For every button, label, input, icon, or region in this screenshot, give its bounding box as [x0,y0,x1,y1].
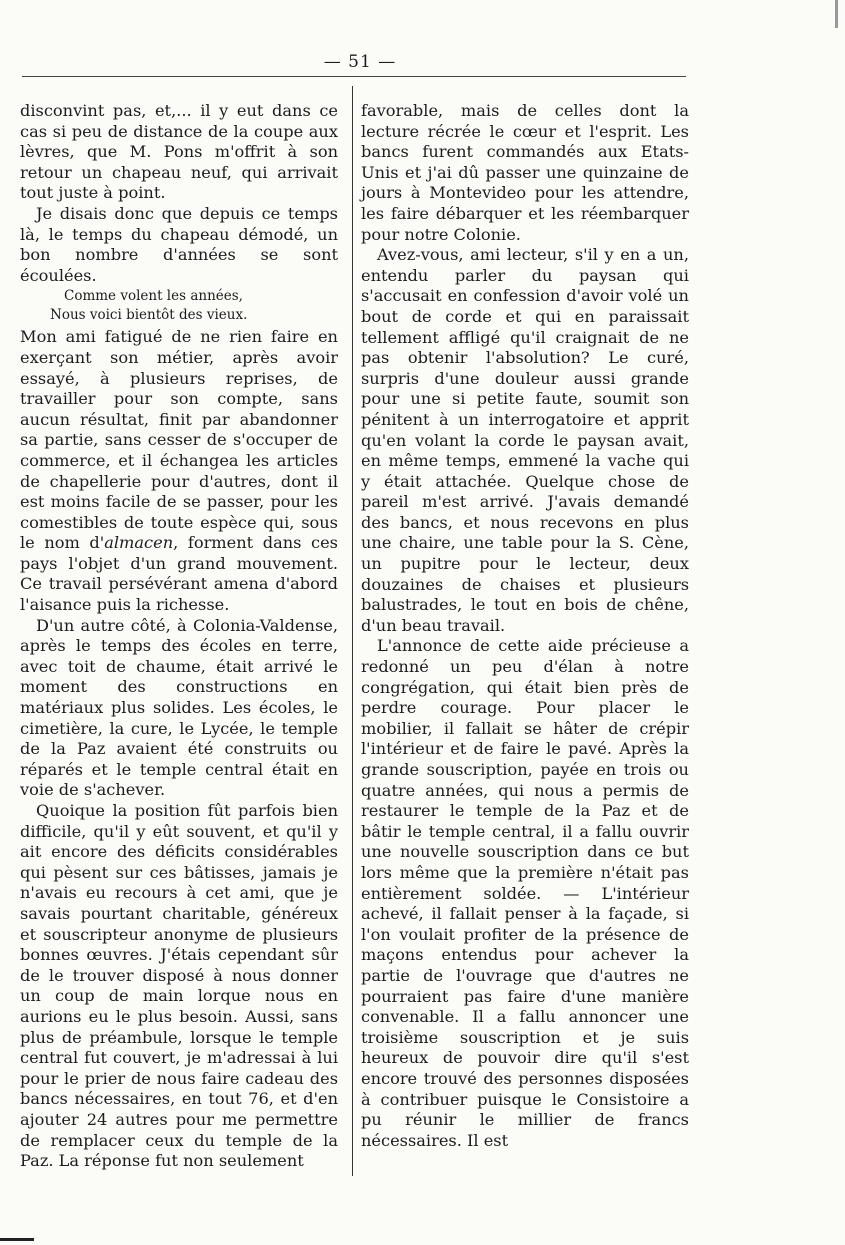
paragraph: D'un autre côté, à Colonia-Valdense, après le temps des écoles en terre, avec toit de chaume, était arrivé le moment des constructions en matériaux plus solides. Les écoles, le cimetière, la cure, le Lycée, le temple de la Paz avaient été construits ou réparés et le temple central était en voie de s'achever. [20,615,338,800]
right-column [361,101,689,1151]
paragraph: favorable, mais de celles dont la lecture récrée le cœur et l'esprit. Les bancs furent commandés aux Etats-Unis et j'ai dû passer une quinzaine de jours à Montevideo pour les attendre, les faire débarquer et les réembarquer pour notre Colonie. [361,101,689,244]
paragraph: disconvint pas, et,... il y eut dans ce cas si peu de distance de la coupe aux lèvres, que M. Pons m'offrit à son retour un chapeau neuf, qui arrivait tout juste à point. [20,101,338,203]
paragraph: Je disais donc que depuis ce temps là, le temps du chapeau démodé, un bon nombre d'années se sont écoulées. [20,203,338,285]
text-run: Mon ami fatigué de ne rien faire en exerçant son métier, après avoir essayé, à plusieurs reprises, de travailler pour son compte, sans aucun résultat, finit par abandonner sa partie, sans cesser de s'occuper de commerce, et il échangea les articles de chapellerie pour d'autres, dont il est moins facile de se passer, pour les comestibles de toute espèce qui, sous le nom d' [20,327,338,553]
page-number: — 51 — [323,52,397,72]
scan-edge-mark [835,0,838,28]
scan-edge-mark [0,1238,34,1241]
paragraph: Quoique la position fût parfois bien difficile, qu'il y eût souvent, et qu'il y ait encore des déficits considérables qui pèsent sur ces bâtisses, jamais je n'avais eu recours à cet ami, que je savais pourtant charitable, généreux et souscripteur anonyme de plusieurs bonnes œuvres. J'étais cependant sûr de le trouver disposé à nous donner un coup de main lorque nous en aurions eu le plus besoin. Aussi, sans plus de préambule, lorsque le temple central fut couvert, je m'adressai à lui pour le prier de nous faire cadeau des bancs nécessaires, en tout 76, et d'en ajouter 24 autres pour me permettre de remplacer ceux du temple de la Paz. La réponse fut non seulement [20,801,338,1171]
text-run: , forment dans ces pays l'objet d'un grand mouvement. Ce travail persévérant amena d'abord l'aisance puis la richesse. [20,533,338,615]
verse-line: Comme volent les années, [64,288,243,305]
paragraph: L'annonce de cette aide précieuse a redonné un peu d'élan à notre congrégation, qui était bien près de perdre courage. Pour placer le mobilier, il fallait se hâter de crépir l'intérieur et de faire le pavé. Après la grande souscription, payée en trois ou quatre années, qui nous a permis de restaurer le temple de la Paz et de bâtir le temple central, il a fallu ouvrir une nouvelle souscription dans ce but lors même que la première n'était pas entièrement soldée. — L'intérieur achevé, il fallait penser à la façade, si l'on voulait profiter de la présence de maçons entendus pour achever la partie de l'ouvrage que d'autres ne pourraient pas faire d'une manière convenable. Il a fallu annoncer une troisième souscription et je suis heureux de pouvoir dire qu'il s'est encore trouvé des personnes disposées à contribuer puisque le Consistoire a pu réunir le millier de francs nécessaires. Il est [361,636,689,1150]
header-rule [22,76,686,77]
paragraph [20,327,338,615]
left-column [20,101,338,1172]
verse-quote [20,287,338,325]
paragraph: Avez-vous, ami lecteur, s'il y en a un, entendu parler du paysan qui s'accusait en confession d'avoir volé un bout de corde et qui en paraissait tellement affligé qu'il craignait de ne pas obtenir l'absolution? Le curé, surpris d'une douleur aussi grande pour une si petite faute, soumit son pénitent à un interrogatoire et apprit qu'en volant la corde le paysan avait, en même temps, emmené la vache qui y était attachée. Quelque chose de pareil m'est arrivé. J'avais demandé des bancs, et nous recevons en plus une chaire, une table pour la S. Cène, un pupitre pour le lecteur, deux douzaines de chaises et plusieurs balustrades, le tout en bois de chêne, d'un beau travail. [361,245,689,635]
column-divider [352,86,353,1176]
verse-line: Nous voici bientôt des vieux. [50,307,248,324]
italic-term: almacen [104,533,174,553]
